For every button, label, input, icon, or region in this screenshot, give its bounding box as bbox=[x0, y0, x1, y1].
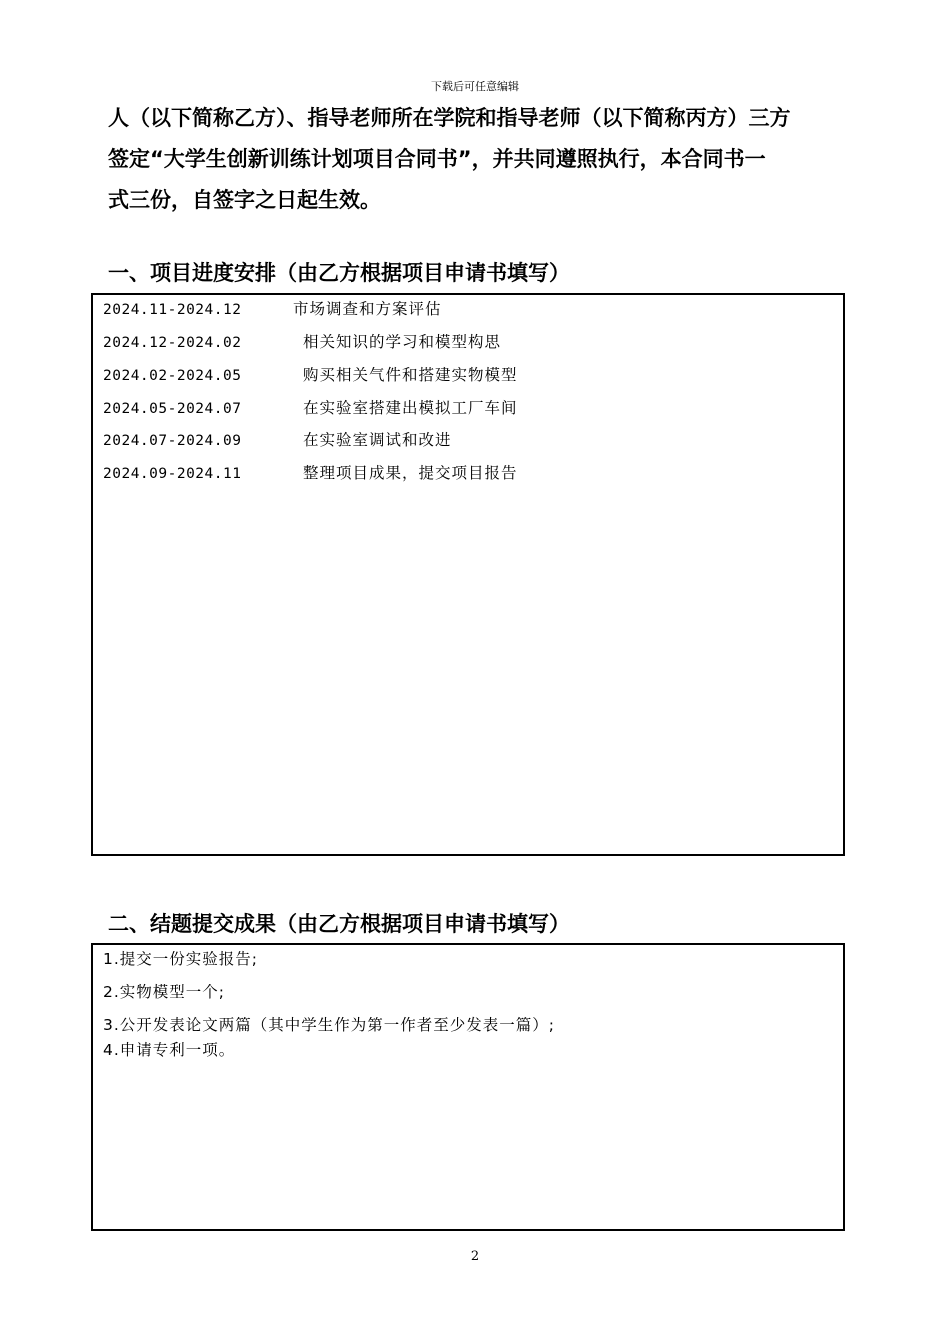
deliverable-item: 4.申请专利一项。 bbox=[103, 1041, 236, 1059]
schedule-period: 2024.05-2024.07 bbox=[103, 401, 242, 417]
schedule-period: 2024.11-2024.12 bbox=[103, 302, 242, 318]
schedule-period: 2024.12-2024.02 bbox=[103, 335, 242, 351]
header-note: 下载后可任意编辑 bbox=[431, 80, 519, 93]
deliverable-item: 3.公开发表论文两篇（其中学生作为第一作者至少发表一篇）; bbox=[103, 1016, 556, 1034]
schedule-section-title: 一、项目进度安排（由乙方根据项目申请书填写） bbox=[108, 261, 570, 285]
schedule-row bbox=[103, 463, 518, 484]
schedule-period: 2024.09-2024.11 bbox=[103, 466, 242, 482]
intro-paragraph bbox=[108, 98, 866, 221]
schedule-task: 相关知识的学习和模型构思 bbox=[303, 333, 502, 351]
deliverables-box bbox=[91, 943, 845, 1231]
intro-line: 人（以下简称乙方）、指导老师所在学院和指导老师（以下简称丙方）三方 bbox=[108, 106, 791, 130]
schedule-row bbox=[103, 398, 518, 419]
schedule-task: 在实验室调试和改进 bbox=[303, 431, 452, 449]
schedule-box bbox=[91, 293, 845, 856]
schedule-task: 市场调查和方案评估 bbox=[293, 300, 442, 318]
deliverable-item: 1.提交一份实验报告; bbox=[103, 950, 259, 968]
schedule-task: 整理项目成果，提交项目报告 bbox=[303, 464, 518, 482]
schedule-task: 在实验室搭建出模拟工厂车间 bbox=[303, 399, 518, 417]
deliverables-section-title: 二、结题提交成果（由乙方根据项目申请书填写） bbox=[108, 912, 570, 936]
schedule-row bbox=[103, 365, 518, 386]
schedule-period: 2024.02-2024.05 bbox=[103, 368, 242, 384]
schedule-row bbox=[103, 299, 442, 320]
intro-line: 式三份，自签字之日起生效。 bbox=[108, 188, 381, 212]
schedule-row bbox=[103, 332, 502, 353]
deliverable-item: 2.实物模型一个; bbox=[103, 983, 226, 1001]
schedule-period: 2024.07-2024.09 bbox=[103, 433, 242, 449]
page-number: 2 bbox=[470, 1249, 480, 1264]
intro-line: 签定“大学生创新训练计划项目合同书”，并共同遵照执行，本合同书一 bbox=[108, 147, 766, 171]
schedule-task: 购买相关气件和搭建实物模型 bbox=[303, 366, 518, 384]
schedule-row bbox=[103, 430, 452, 451]
